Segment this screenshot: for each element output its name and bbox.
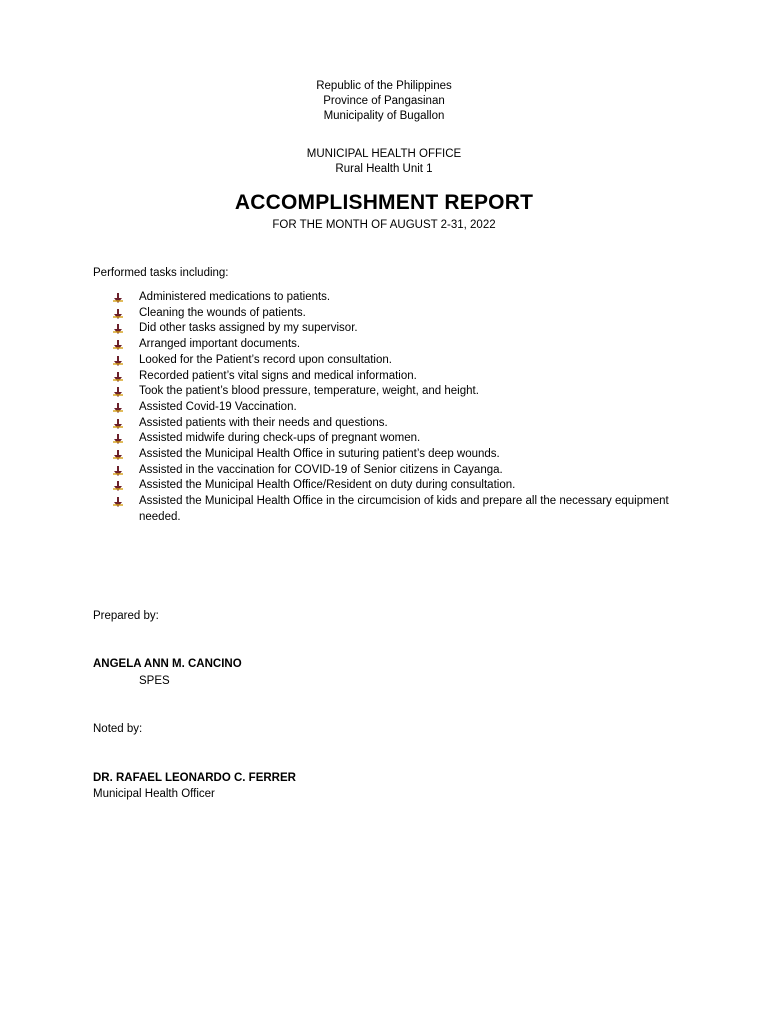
task-item — [112, 337, 692, 353]
task-text: Assisted midwife during check-ups of pregnant women. — [139, 432, 421, 445]
arrow-bullet-icon — [112, 386, 124, 398]
task-text: Recorded patient’s vital signs and medical information. — [139, 369, 417, 382]
task-item — [112, 321, 692, 337]
officer-title: Municipal Health Officer — [93, 788, 215, 800]
task-item — [112, 369, 692, 385]
arrow-bullet-icon — [112, 339, 124, 351]
arrow-bullet-icon — [112, 496, 124, 508]
task-list — [112, 290, 692, 526]
task-text: Assisted the Municipal Health Office in the circumcision of kids and prepare all the necessary equipment needed. — [139, 495, 669, 523]
arrow-bullet-icon — [112, 402, 124, 414]
task-text: Assisted the Municipal Health Office/Resident on duty during consultation. — [139, 479, 516, 492]
arrow-bullet-icon — [112, 433, 124, 445]
report-title: ACCOMPLISHMENT REPORT — [234, 191, 534, 214]
noted-by-label: Noted by: — [93, 723, 143, 735]
task-item — [112, 416, 692, 432]
task-item — [112, 353, 692, 369]
prepared-by-label: Prepared by: — [93, 610, 159, 622]
task-text: Assisted in the vaccination for COVID-19 of Senior citizens in Cayanga. — [139, 463, 503, 476]
office-name: MUNICIPAL HEALTH OFFICE — [306, 148, 462, 160]
task-text: Assisted Covid-19 Vaccination. — [139, 400, 297, 413]
task-text: Arranged important documents. — [139, 338, 301, 351]
arrow-bullet-icon — [112, 465, 124, 477]
tasks-intro: Performed tasks including: — [93, 267, 229, 279]
task-text: Took the patient’s blood pressure, temperature, weight, and height. — [139, 385, 479, 398]
arrow-bullet-icon — [112, 292, 124, 304]
office-header — [0, 147, 768, 177]
task-text: Cleaning the wounds of patients. — [139, 306, 306, 319]
task-item — [112, 384, 692, 400]
task-item — [112, 478, 692, 494]
officer-name: DR. RAFAEL LEONARDO C. FERRER — [93, 772, 296, 784]
province-line: Province of Pangasinan — [323, 95, 445, 107]
task-text: Assisted the Municipal Health Office in suturing patient’s deep wounds. — [139, 448, 500, 461]
municipality-line: Municipality of Bugallon — [323, 110, 445, 122]
arrow-bullet-icon — [112, 480, 124, 492]
arrow-bullet-icon — [112, 355, 124, 367]
arrow-bullet-icon — [112, 323, 124, 335]
country-line: Republic of the Philippines — [316, 80, 452, 92]
task-item — [112, 494, 692, 525]
task-text: Administered medications to patients. — [139, 291, 331, 303]
task-item — [112, 290, 692, 306]
report-period: FOR THE MONTH OF AUGUST 2-31, 2022 — [272, 219, 496, 231]
arrow-bullet-icon — [112, 308, 124, 320]
task-text: Assisted patients with their needs and questions. — [139, 416, 388, 429]
unit-name: Rural Health Unit 1 — [335, 163, 433, 175]
arrow-bullet-icon — [112, 418, 124, 430]
government-header — [0, 79, 768, 124]
task-item — [112, 306, 692, 322]
task-text: Looked for the Patient’s record upon consultation. — [139, 353, 392, 366]
task-item — [112, 447, 692, 463]
task-item — [112, 400, 692, 416]
preparer-title: SPES — [139, 675, 170, 687]
task-item — [112, 463, 692, 479]
arrow-bullet-icon — [112, 371, 124, 383]
preparer-name: ANGELA ANN M. CANCINO — [93, 658, 242, 670]
task-text: Did other tasks assigned by my supervisor. — [139, 322, 358, 335]
task-item — [112, 431, 692, 447]
arrow-bullet-icon — [112, 449, 124, 461]
